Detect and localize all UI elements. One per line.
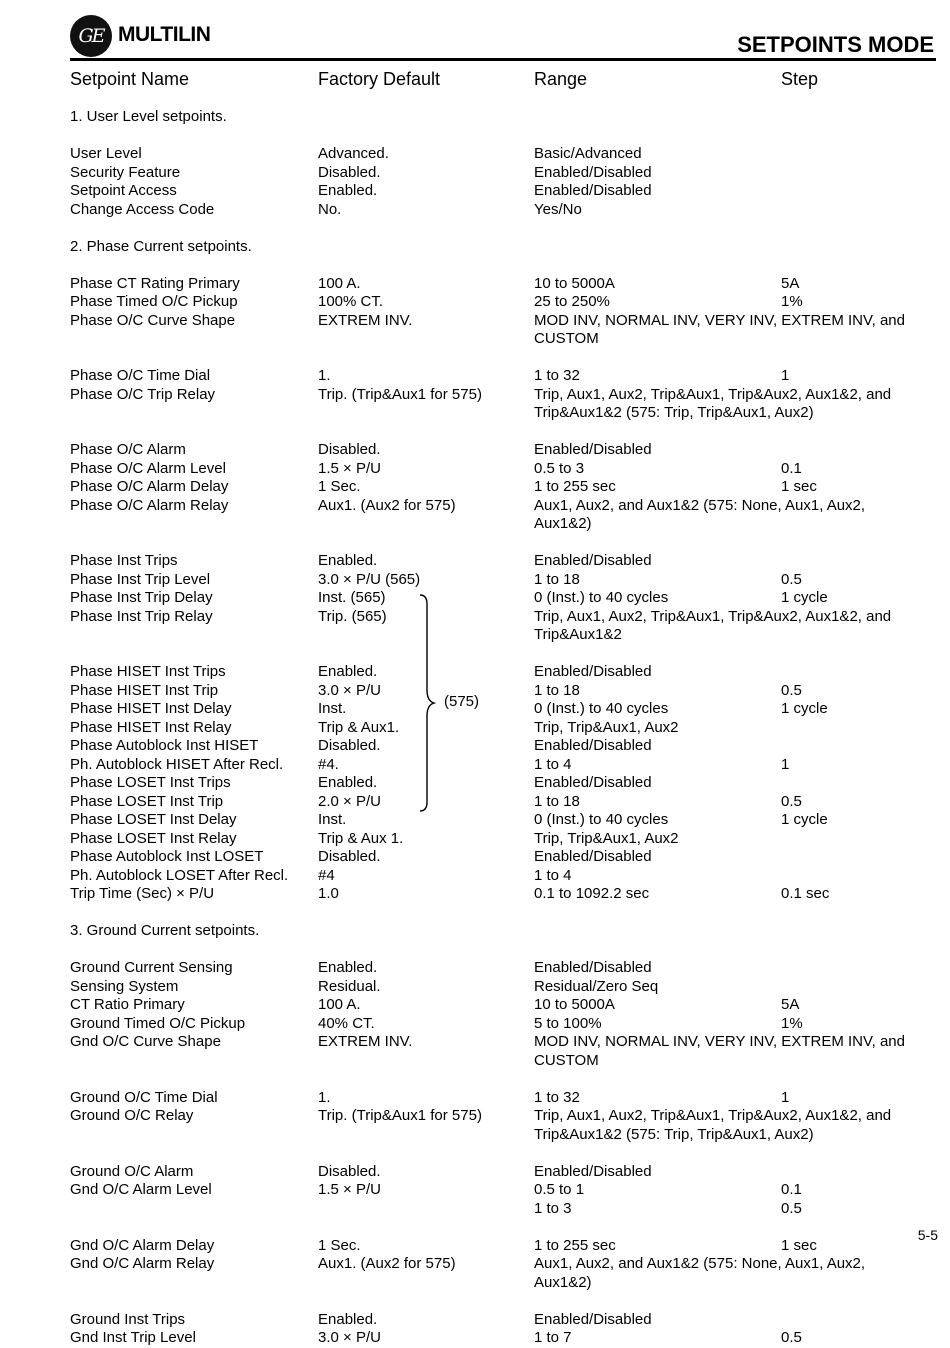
factory-default: 100% CT. [318, 293, 384, 310]
table-row [0, 1107, 950, 1144]
setpoint-name: Gnd O/C Alarm Delay [70, 1236, 215, 1254]
setpoint-name: Phase HISET Inst Trip [70, 681, 219, 699]
spacer [0, 534, 950, 553]
setpoint-name: Phase Autoblock Inst HISET [70, 737, 259, 754]
factory-default: EXTREM INV. [318, 1033, 413, 1050]
spacer [0, 349, 950, 368]
step-cell: 0.5 [781, 792, 802, 810]
range-line: Enabled/Disabled [534, 737, 652, 754]
spacer [0, 256, 950, 275]
setpoint-name: Gnd O/C Alarm Relay [70, 1255, 215, 1272]
setpoint-name: Setpoint Access [70, 182, 177, 199]
column-header-default: Factory Default [318, 69, 441, 89]
factory-default: 1 Sec. [318, 1236, 361, 1254]
range-cell [534, 1181, 934, 1218]
range-line: Trip, Aux1, Aux2, Trip&Aux1, Trip&Aux2, Aux1&2, and [534, 607, 892, 625]
range-line: 1 to 32 [534, 1088, 580, 1106]
range-cell [534, 460, 934, 479]
range-line: Aux1, Aux2, and Aux1&2 (575: None, Aux1, Aux2, [534, 496, 866, 514]
range-cell [534, 996, 934, 1015]
setpoint-name: Phase O/C Alarm Level [70, 459, 226, 477]
step-cell: 1 [781, 755, 790, 773]
range-line: Enabled/Disabled [534, 959, 652, 976]
range-line: 10 to 5000A [534, 996, 615, 1013]
factory-default: Aux1. (Aux2 for 575) [318, 1255, 456, 1272]
setpoint-name: Phase LOSET Inst Delay [70, 811, 237, 828]
step-cell: 0.1 [781, 459, 802, 477]
table-row [0, 552, 950, 571]
range-line: Aux1&2) [534, 1273, 592, 1291]
range-line: MOD INV, NORMAL INV, VERY INV, EXTREM INV, and [534, 311, 905, 329]
table-row [0, 996, 950, 1015]
setpoint-name: Gnd O/C Curve Shape [70, 1033, 221, 1050]
range-line: 0.5 to 1 [534, 1181, 585, 1198]
range-cell [534, 1329, 934, 1348]
column-header-step: Step [781, 69, 819, 89]
factory-default: 1.0 [318, 885, 339, 902]
setpoint-name: Security Feature [70, 163, 181, 181]
table-row [0, 774, 950, 793]
setpoint-name: Trip Time (Sec) × P/U [70, 885, 215, 902]
factory-default: 40% CT. [318, 1014, 375, 1032]
spacer [0, 423, 950, 442]
setpoint-name: Phase Inst Trip Delay [70, 589, 213, 606]
step-cell: 1% [781, 293, 803, 310]
range-line: 5 to 100% [534, 1014, 602, 1032]
table-row [0, 867, 950, 886]
table-row [0, 201, 950, 220]
spacer [0, 219, 950, 238]
factory-default: 2.0 × P/U [318, 792, 381, 810]
table-row [0, 719, 950, 738]
spacer [0, 941, 950, 960]
range-cell [534, 145, 934, 164]
table-row [0, 1015, 950, 1034]
range-line: Trip, Aux1, Aux2, Trip&Aux1, Trip&Aux2, Aux1&2, and [534, 385, 892, 403]
range-cell [534, 367, 934, 386]
range-cell [534, 386, 934, 423]
table-row [0, 1255, 950, 1292]
brace-label: (575) [444, 693, 480, 710]
step-cell: 1 cycle [781, 589, 828, 606]
spacer [0, 1144, 950, 1163]
table-row [0, 367, 950, 386]
factory-default: Advanced. [318, 145, 389, 162]
range-cell [534, 848, 934, 867]
setpoint-name: Ground O/C Relay [70, 1107, 194, 1124]
setpoint-name: Phase O/C Alarm Relay [70, 496, 229, 514]
setpoint-name: Phase HISET Inst Delay [70, 700, 232, 717]
step-cell: 1 sec [781, 1236, 817, 1254]
table-row [0, 756, 950, 775]
step-cell: 0.1 sec [781, 885, 830, 902]
factory-default: Aux1. (Aux2 for 575) [318, 496, 456, 514]
range-cell [534, 867, 934, 886]
range-cell [534, 1089, 934, 1108]
range-cell [534, 441, 934, 460]
range-line: 1 to 18 [534, 792, 580, 810]
range-cell [534, 1015, 934, 1034]
setpoint-name: Phase O/C Trip Relay [70, 385, 216, 403]
table-row [0, 164, 950, 183]
factory-default: Trip & Aux1. [318, 718, 400, 736]
range-line: 1 to 255 sec [534, 1236, 616, 1254]
range-line: Enabled/Disabled [534, 552, 652, 569]
factory-default: Enabled. [318, 774, 378, 791]
range-line: 1 to 18 [534, 570, 580, 588]
setpoint-name: CT Ratio Primary [70, 996, 185, 1013]
setpoint-name: Ground O/C Time Dial [70, 1088, 218, 1106]
factory-default: Inst. [318, 811, 347, 828]
range-cell [534, 774, 934, 793]
range-cell [534, 756, 934, 775]
factory-default: #4. [318, 755, 339, 773]
range-line: 1 to 4 [534, 755, 572, 773]
table-row [0, 1311, 950, 1330]
range-line: 1 to 255 sec [534, 478, 616, 495]
factory-default: Inst. [318, 700, 347, 717]
step-cell: 1% [781, 1014, 803, 1032]
step-cell: 1 [781, 1088, 790, 1106]
factory-default: 1 Sec. [318, 478, 361, 495]
setpoint-name: Phase O/C Alarm Delay [70, 478, 229, 495]
section-title: 2. Phase Current setpoints. [70, 237, 252, 255]
factory-default: Inst. (565) [318, 589, 386, 606]
setpoint-name: Ground Timed O/C Pickup [70, 1014, 246, 1032]
range-cell [534, 312, 934, 349]
spacer [0, 1070, 950, 1089]
range-line: Aux1&2) [534, 515, 592, 532]
range-cell [534, 201, 934, 220]
setpoint-name: Phase Inst Trip Level [70, 570, 211, 588]
step-cell [781, 1181, 802, 1218]
section-title: 1. User Level setpoints. [70, 108, 227, 125]
factory-default: #4 [318, 866, 335, 884]
range-line: 0.5 to 3 [534, 459, 585, 477]
setpoint-name: Ground Current Sensing [70, 959, 233, 976]
table-row [0, 293, 950, 312]
setpoint-name: Phase LOSET Inst Trips [70, 774, 231, 791]
setpoint-name: Phase O/C Time Dial [70, 367, 211, 384]
factory-default: Enabled. [318, 959, 378, 976]
spacer [0, 1218, 950, 1237]
table-row [0, 1329, 950, 1348]
column-header-range: Range [534, 69, 588, 89]
range-cell [534, 959, 934, 978]
setpoint-name: Phase O/C Alarm [70, 441, 186, 458]
step-cell: 1 cycle [781, 811, 828, 828]
factory-default: Disabled. [318, 1162, 381, 1180]
table-row [0, 608, 950, 645]
setpoint-name: Phase Timed O/C Pickup [70, 293, 238, 310]
setpoint-name: Change Access Code [70, 200, 215, 218]
range-cell [534, 978, 934, 997]
range-line: Enabled/Disabled [534, 441, 652, 458]
table-row [0, 497, 950, 534]
range-cell [534, 552, 934, 571]
range-cell [534, 1033, 934, 1070]
range-line: Enabled/Disabled [534, 774, 652, 791]
range-cell [534, 885, 934, 904]
range-line: Enabled/Disabled [534, 848, 652, 865]
factory-default: 1. [318, 367, 331, 384]
range-cell [534, 497, 934, 534]
setpoint-name: Ph. Autoblock HISET After Recl. [70, 755, 284, 773]
range-cell [534, 608, 934, 645]
table-row [0, 312, 950, 349]
setpoint-name: Phase Autoblock Inst LOSET [70, 848, 264, 865]
range-cell [534, 1163, 934, 1182]
setpoint-name: Phase Inst Trips [70, 552, 178, 569]
step-cell: 1 cycle [781, 700, 828, 717]
range-line: Yes/No [534, 200, 582, 218]
range-line: Trip, Aux1, Aux2, Trip&Aux1, Trip&Aux2, Aux1&2, and [534, 1107, 892, 1124]
step-cell: 1 sec [781, 478, 817, 495]
factory-default: Enabled. [318, 1310, 378, 1328]
range-line: Residual/Zero Seq [534, 977, 659, 995]
range-line: Trip, Trip&Aux1, Aux2 [534, 829, 679, 847]
range-line: Trip&Aux1&2 (575: Trip, Trip&Aux1, Aux2) [534, 404, 814, 421]
range-line: Enabled/Disabled [534, 1162, 652, 1180]
range-line: 1 to 32 [534, 367, 580, 384]
factory-default: Residual. [318, 977, 381, 995]
range-line: 1 to 7 [534, 1329, 572, 1346]
page-title: SETPOINTS MODE [737, 32, 934, 57]
range-line: Enabled/Disabled [534, 663, 652, 680]
factory-default: Disabled. [318, 441, 381, 458]
range-line: 10 to 5000A [534, 274, 615, 292]
spacer [0, 645, 950, 664]
range-line: CUSTOM [534, 1051, 599, 1069]
ge-multilin-logo [70, 15, 220, 59]
table-row [0, 737, 950, 756]
table-row [0, 959, 950, 978]
step-cell: 5A [781, 274, 800, 292]
table-row [0, 1181, 950, 1218]
range-cell [534, 700, 934, 719]
range-line: 0 (Inst.) to 40 cycles [534, 700, 669, 717]
setpoint-name: Phase Inst Trip Relay [70, 607, 213, 625]
range-cell [534, 830, 934, 849]
factory-default: Disabled. [318, 848, 381, 865]
spacer [0, 904, 950, 923]
step-cell: 1 [781, 367, 790, 384]
table-row [0, 571, 950, 590]
setpoint-name: Gnd Inst Trip Level [70, 1329, 196, 1346]
table-row [0, 885, 950, 904]
table-row [0, 145, 950, 164]
range-line: Enabled/Disabled [534, 182, 652, 199]
table-row [0, 1237, 950, 1256]
right-brace-icon [418, 594, 438, 812]
table-row [0, 978, 950, 997]
column-header-name: Setpoint Name [70, 69, 190, 89]
setpoint-name: User Level [70, 145, 142, 162]
factory-default: 100 A. [318, 996, 361, 1013]
setpoint-name: Ground Inst Trips [70, 1310, 186, 1328]
range-line: Enabled/Disabled [534, 163, 652, 181]
spacer [0, 127, 950, 146]
factory-default: 3.0 × P/U [318, 681, 381, 699]
table-row [0, 793, 950, 812]
step-cell: 0.5 [781, 681, 802, 699]
setpoint-name: Gnd O/C Alarm Level [70, 1181, 212, 1198]
table-row [0, 663, 950, 682]
step-cell: 0.5 [781, 570, 802, 588]
factory-default: No. [318, 200, 342, 218]
setpoint-name: Phase LOSET Inst Trip [70, 792, 224, 810]
range-line: Basic/Advanced [534, 145, 642, 162]
factory-default: 100 A. [318, 274, 361, 292]
factory-default: Trip & Aux 1. [318, 829, 404, 847]
page-number: 5-5 [917, 1227, 938, 1243]
range-line: Enabled/Disabled [534, 1310, 652, 1328]
step-cell: 5A [781, 996, 800, 1013]
table-row [0, 848, 950, 867]
factory-default: Enabled. [318, 182, 378, 199]
range-cell [534, 275, 934, 294]
range-cell [534, 663, 934, 682]
range-cell [534, 571, 934, 590]
range-line: CUSTOM [534, 330, 599, 347]
step-line: 0.1 [781, 1181, 802, 1198]
factory-default: Disabled. [318, 163, 381, 181]
range-cell [534, 719, 934, 738]
range-line: Trip, Trip&Aux1, Aux2 [534, 718, 679, 736]
range-cell [534, 1107, 934, 1144]
table-row [0, 1089, 950, 1108]
table-row [0, 478, 950, 497]
range-cell [534, 737, 934, 756]
range-line: Trip&Aux1&2 [534, 626, 622, 643]
range-line: 1 to 18 [534, 681, 580, 699]
range-line: 0 (Inst.) to 40 cycles [534, 811, 669, 828]
factory-default: Trip. (Trip&Aux1 for 575) [318, 385, 482, 403]
step-cell: 0.5 [781, 1329, 802, 1346]
factory-default: Trip. (Trip&Aux1 for 575) [318, 1107, 482, 1124]
range-line: 0 (Inst.) to 40 cycles [534, 589, 669, 606]
table-row [0, 589, 950, 608]
range-cell [534, 293, 934, 312]
setpoints-table [0, 108, 950, 1348]
setpoint-name: Phase HISET Inst Trips [70, 663, 226, 680]
brand-name: MULTILIN [118, 23, 211, 46]
spacer [0, 1292, 950, 1311]
table-row [0, 1033, 950, 1070]
range-cell [534, 1255, 934, 1292]
setpoint-name: Ph. Autoblock LOSET After Recl. [70, 866, 289, 884]
range-line: Aux1, Aux2, and Aux1&2 (575: None, Aux1, Aux2, [534, 1255, 866, 1272]
table-row [0, 275, 950, 294]
range-line: 0.1 to 1092.2 sec [534, 885, 650, 902]
table-row [0, 1163, 950, 1182]
range-cell [534, 182, 934, 201]
ge-emblem-icon: GE [70, 15, 112, 57]
table-row [0, 441, 950, 460]
range-cell [534, 164, 934, 183]
range-line: 1 to 4 [534, 866, 572, 884]
setpoint-name: Phase CT Rating Primary [70, 274, 240, 292]
table-row [0, 830, 950, 849]
factory-default: 1.5 × P/U [318, 1181, 381, 1198]
table-row [0, 386, 950, 423]
range-cell [534, 478, 934, 497]
factory-default: EXTREM INV. [318, 311, 413, 329]
range-cell [534, 1311, 934, 1330]
range-cell [534, 589, 934, 608]
setpoint-name: Phase O/C Curve Shape [70, 311, 236, 329]
range-line: Trip&Aux1&2 (575: Trip, Trip&Aux1, Aux2) [534, 1125, 814, 1143]
factory-default: 1.5 × P/U [318, 459, 381, 477]
table-row [0, 811, 950, 830]
setpoint-name: Sensing System [70, 977, 179, 995]
range-line: 1 to 3 [534, 1199, 572, 1217]
table-row [0, 460, 950, 479]
factory-default: 3.0 × P/U (565) [318, 570, 421, 588]
range-cell [534, 793, 934, 812]
step-line: 0.5 [781, 1199, 802, 1217]
setpoint-name: Phase HISET Inst Relay [70, 718, 232, 736]
header-rule [70, 58, 936, 61]
factory-default: 1. [318, 1088, 331, 1106]
setpoint-name: Ground O/C Alarm [70, 1162, 194, 1180]
section-title: 3. Ground Current setpoints. [70, 922, 260, 939]
table-row [0, 182, 950, 201]
setpoint-name: Phase LOSET Inst Relay [70, 829, 237, 847]
factory-default: Disabled. [318, 737, 381, 754]
factory-default: Enabled. [318, 552, 378, 569]
factory-default: Trip. (565) [318, 607, 387, 625]
range-cell [534, 682, 934, 701]
range-cell [534, 811, 934, 830]
factory-default: Enabled. [318, 663, 378, 680]
range-cell [534, 1237, 934, 1256]
factory-default: 3.0 × P/U [318, 1329, 381, 1346]
range-line: MOD INV, NORMAL INV, VERY INV, EXTREM INV, and [534, 1033, 905, 1050]
range-line: 25 to 250% [534, 293, 610, 310]
